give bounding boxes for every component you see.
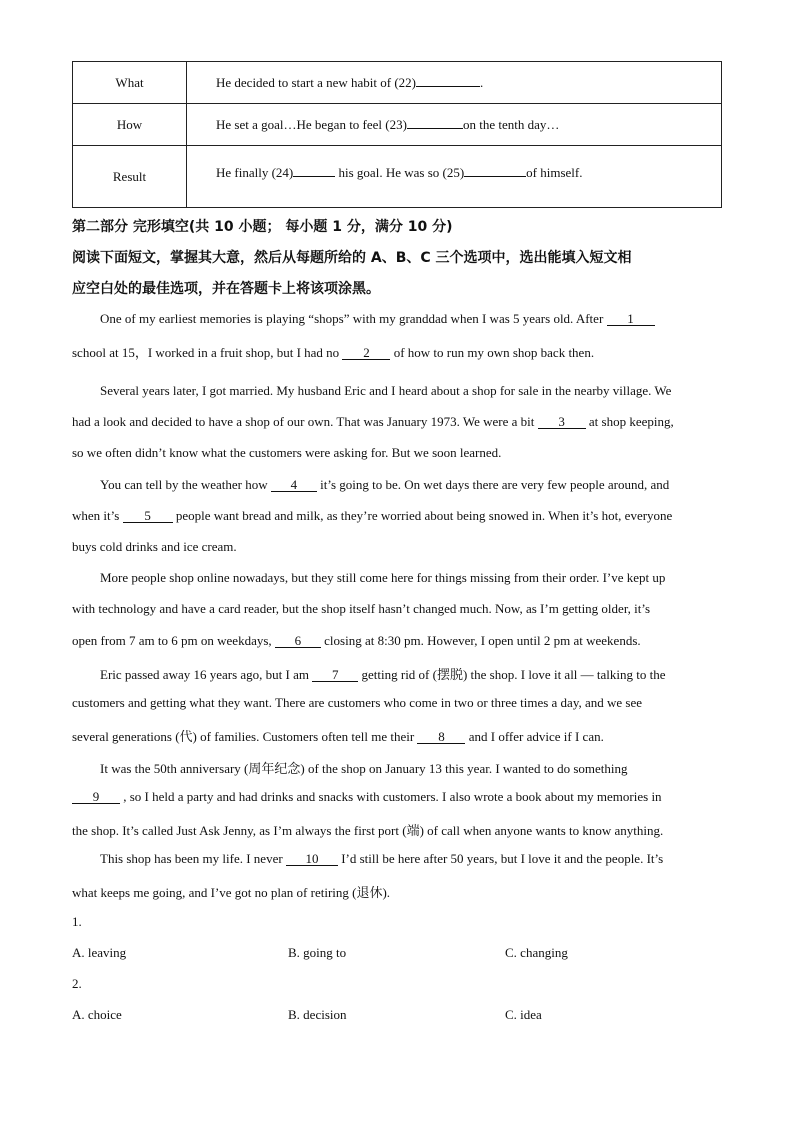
- table-value-cell: He finally (24) his goal. He was so (25) of himself.: [187, 146, 722, 208]
- table-value-cell: He decided to start a new habit of (22) .: [187, 62, 722, 104]
- blank-9[interactable]: 9: [72, 790, 120, 804]
- answer-blank-23[interactable]: [407, 116, 463, 129]
- section-instruction: 阅读下面短文，掌握其大意，然后从每题所给的 A、B、C 三个选项中，选出能填入短文相: [72, 250, 632, 266]
- passage-line: 9 , so I held a party and had drinks and snacks with customers. I also wrote a book about my memories in: [72, 789, 662, 805]
- blank-8[interactable]: 8: [417, 730, 465, 744]
- passage-line: had a look and decided to have a shop of our own. That was January 1973. We were a bit 3 at shop keeping,: [72, 414, 674, 429]
- blank-3[interactable]: 3: [538, 415, 586, 429]
- blank-10[interactable]: 10: [286, 852, 338, 866]
- passage-line: More people shop online nowadays, but they still come here for things missing from their order. I’ve kept up: [100, 570, 666, 585]
- passage-line: This shop has been my life. I never 10 I’d still be here after 50 years, but I love it and the people. It’s: [100, 851, 664, 866]
- passage-line: what keeps me going, and I’ve got no plan of retiring (退休).: [72, 885, 391, 900]
- passage-line: with technology and have a card reader, but the shop itself hasn’t changed much. Now, as I’m getting older, it’s: [72, 601, 651, 616]
- story-summary-table: [72, 61, 722, 208]
- passage-line: One of my earliest memories is playing “shops” with my granddad when I was 5 years old. After 1: [100, 311, 655, 327]
- table-row: [73, 146, 722, 208]
- passage-line: the shop. It’s called Just Ask Jenny, as I’m always the first port (端) of call when anyone wants to know anything.: [72, 823, 664, 838]
- blank-7[interactable]: 7: [312, 668, 358, 682]
- question-number: 1.: [72, 914, 82, 929]
- section-title: 第二部分 完形填空(共 10 小题； 每小题 1 分，满分 10 分): [72, 219, 453, 235]
- passage-line: open from 7 am to 6 pm on weekdays, 6 closing at 8:30 pm. However, I open until 2 pm at weekends.: [72, 633, 641, 648]
- table-key-cell: Result: [73, 146, 187, 208]
- table-value-cell: He set a goal…He began to feel (23) on the tenth day…: [187, 104, 722, 146]
- passage-line: Several years later, I got married. My husband Eric and I heard about a shop for sale in the nearby village. We: [100, 383, 672, 398]
- answer-blank-25[interactable]: [464, 164, 526, 177]
- question-number: 2.: [72, 976, 82, 991]
- passage-line: customers and getting what they want. There are customers who come in two or three times a day, and we see: [72, 695, 643, 710]
- passage-line: It was the 50th anniversary (周年纪念) of the shop on January 13 this year. I wanted to do something: [100, 761, 628, 776]
- passage-line: buys cold drinks and ice cream.: [72, 539, 237, 554]
- passage-line: You can tell by the weather how 4 it’s going to be. On wet days there are very few people around, and: [100, 477, 670, 492]
- table-key-cell: What: [73, 62, 187, 104]
- blank-5[interactable]: 5: [123, 509, 173, 523]
- option-a[interactable]: A. choice: [72, 1007, 122, 1022]
- blank-1[interactable]: 1: [607, 312, 655, 326]
- blank-6[interactable]: 6: [275, 634, 321, 648]
- option-b[interactable]: B. going to: [288, 945, 347, 960]
- passage-line: several generations (代) of families. Customers often tell me their 8 and I offer advice if I can.: [72, 729, 604, 744]
- table-row: [73, 104, 722, 146]
- blank-2[interactable]: 2: [342, 346, 390, 360]
- option-c[interactable]: C. idea: [505, 1007, 542, 1022]
- blank-4[interactable]: 4: [271, 478, 317, 492]
- passage-line: Eric passed away 16 years ago, but I am 7 getting rid of (摆脱) the shop. I love it all — talking to the: [100, 667, 666, 682]
- option-c[interactable]: C. changing: [505, 945, 568, 960]
- answer-blank-24[interactable]: [293, 164, 335, 177]
- passage-line: when it’s 5 people want bread and milk, as they’re worried about being snowed in. When it’s hot, everyone: [72, 508, 673, 523]
- table-key-cell: How: [73, 104, 187, 146]
- option-b[interactable]: B. decision: [288, 1007, 347, 1022]
- section-instruction: 应空白处的最佳选项，并在答题卡上将该项涂黑。: [72, 281, 380, 297]
- option-a[interactable]: A. leaving: [72, 945, 127, 960]
- answer-blank-22[interactable]: [416, 74, 480, 87]
- passage-line: school at 15，I worked in a fruit shop, but I had no 2 of how to run my own shop back then.: [72, 345, 595, 360]
- table-row: [73, 62, 722, 104]
- passage-line: so we often didn’t know what the customers were asking for. But we soon learned.: [72, 445, 502, 460]
